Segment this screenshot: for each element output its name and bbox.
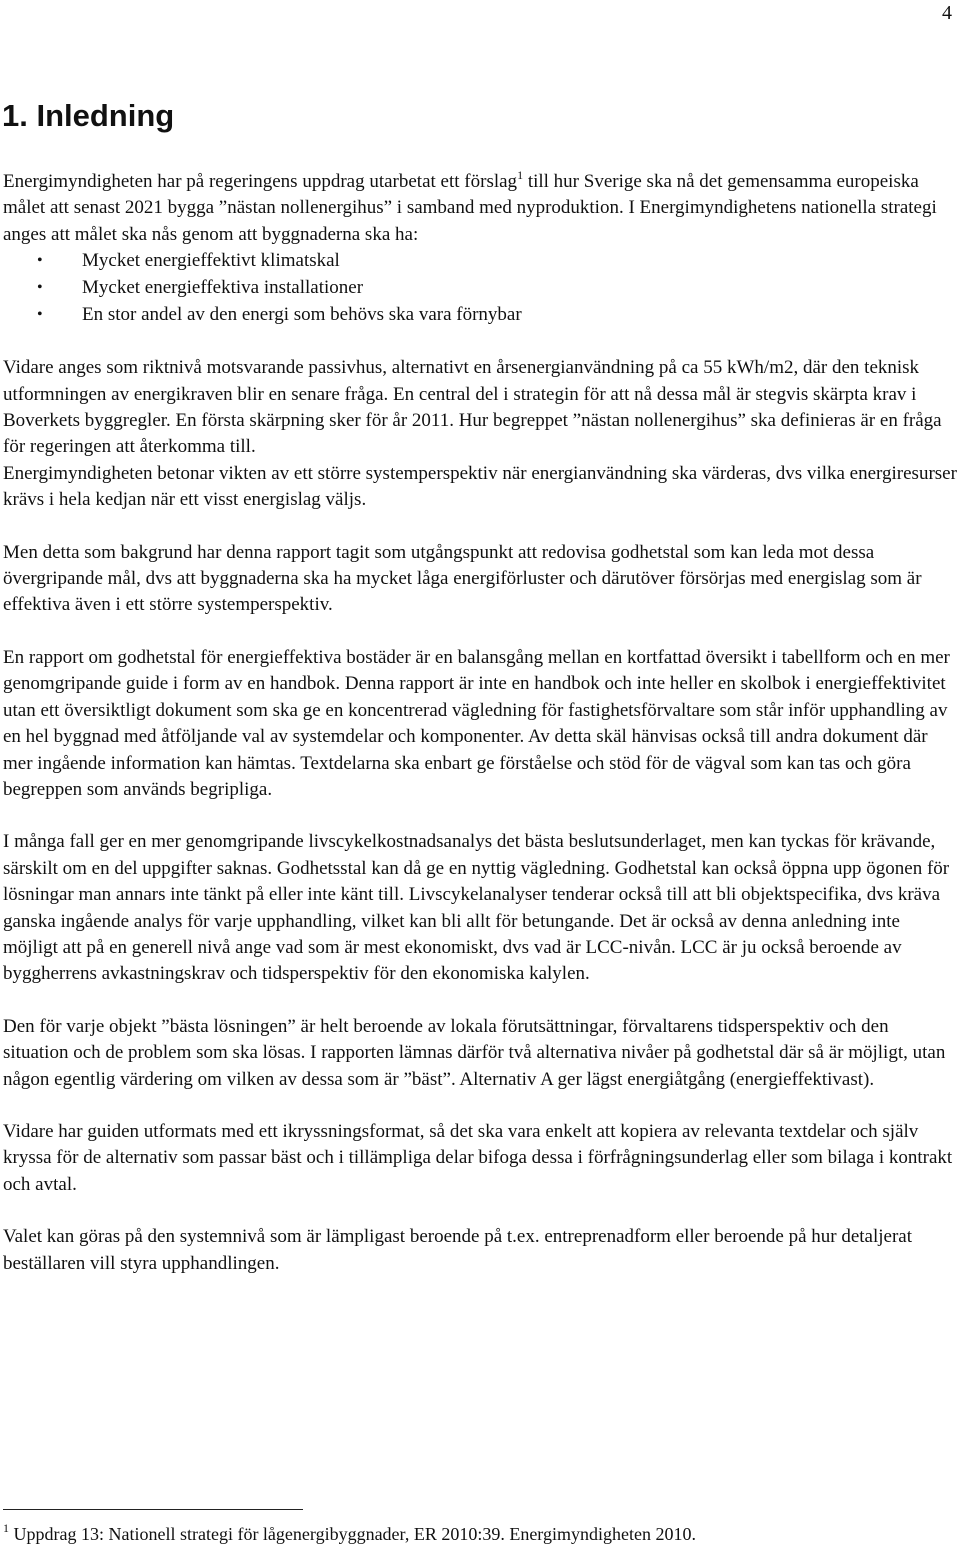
list-item-text: Mycket energieffektiva installationer (82, 277, 364, 299)
footnote-divider (3, 1509, 303, 1510)
paragraph-background: Men detta som bakgrund har denna rapport tagit som utgångspunkt att redovisa godhetstal som kan leda mot dessa övergripande mål, dvs att byggnaderna ska ha mycket låga energiförluster och därutöver försörjas med energislag som är effektiva även i ett större systemperspektiv. (3, 541, 922, 616)
paragraph-lifecycle-analysis: I många fall ger en mer genomgripande livscykelkostnadsanalys det bästa beslutsunderlaget, men kan tyckas för krävande, särskilt om en del uppgifter saknas. Godhetsstal kan då ge en nyttig vägledning. Godhetstal kan också öppna upp ögonen för lösningar man annars inte tänkt på eller inte känt till. Livscykelanalyser tenderar också till att bli objektspecifika, dvs kräva ganska ingående analys för varje upphandling, vilket kan bli allt för betungande. Det är också av denna anledning inte möjligt att på en generell nivå ange vad som är mest ekonomiskt, dvs vad är LCC-nivån. LCC är ju också beroende av byggherrens avkastningskrav och tidsperspektiv för den ekonomiska kalylen. (3, 831, 950, 985)
footnote (3, 1522, 696, 1546)
list-item (3, 302, 957, 329)
section-heading: 1. Inledning (2, 98, 175, 133)
page-number: 4 (942, 2, 952, 24)
document-body (3, 169, 957, 1277)
bullet-icon: • (37, 252, 43, 270)
intro-text-part2: till hur Sverige ska nå det gemensamma europeiska målet att senast 2021 bygga ”nästan nollenergihus” i samband med nyproduktion. I Energimyndighetens nationella strategi anges att målet ska nås genom att byggnaderna ska ha: (3, 171, 937, 245)
paragraph-target-levels: Vidare anges som riktnivå motsvarande passivhus, alternativt en årsenergianvändning på ca 55 kWh/m2, där den teknisk utformningen av energikraven blir en senare fråga. En central del i strategin för att nå dessa mål är stegvis skärpta krav i Boverkets byggregler. En första skärpning sker för år 2011. Hur begreppet ”nästan nollenergihus” ska definieras är en fråga för regeringen att återkomma till. (3, 357, 942, 458)
footnote-text: Uppdrag 13: Nationell strategi för lågenergibyggnader, ER 2010:39. Energimyndigheten 2010. (9, 1524, 696, 1544)
requirements-list (3, 248, 957, 329)
bullet-icon: • (37, 279, 43, 297)
paragraph-checkbox-format: Vidare har guiden utformats med ett ikryssningsformat, så det ska vara enkelt att kopiera av relevanta textdelar och själv kryssa för de alternativ som passar bäst och i tillämpliga delar bifoga dessa i förfrågningsunderlag eller som bilaga i kontrakt och avtal. (3, 1120, 953, 1195)
list-item-text: En stor andel av den energi som behövs ska vara förnybar (82, 304, 522, 326)
paragraph-report-scope: En rapport om godhetstal för energieffektiva bostäder är en balansgång mellan en kortfattad översikt i tabellform och en mer genomgripande guide i form av en handbok. Denna rapport är inte en handbok och inte heller en skolbok i energieffektivitet utan ett översiktligt dokument som ska ge en koncentrerad vägledning för fastighetsförvaltare som står inför upphandling av en hel byggnad med åtföljande val av systemdelar och komponenter. Av detta skäl hänvisas också till andra dokument där mer ingående information kan hämtas. Textdelarna ska enbart ge förståelse och stöd för de vägval som kan tas och göra begreppen som används begripliga. (3, 646, 950, 800)
intro-text-part1: Energimyndigheten har på regeringens uppdrag utarbetat ett förslag (3, 171, 518, 192)
footnote-marker: 1 (3, 1521, 9, 1535)
list-item-text: Mycket energieffektivt klimatskal (82, 250, 340, 272)
intro-paragraph (3, 169, 957, 248)
paragraph-best-solution: Den för varje objekt ”bästa lösningen” är helt beroende av lokala förutsättningar, förvaltarens tidsperspektiv och den situation och de problem som ska lösas. I rapporten lämnas därför två alternativa nivåer på godhetstal där så är möjligt, utan någon egentlig värdering om vilken av dessa som är ”bäst”. Alternativ A ger lägst energiåtgång (energieffektivast). (3, 1015, 946, 1090)
list-item (3, 275, 957, 302)
footnote-reference[interactable]: 1 (517, 168, 524, 182)
paragraph-system-perspective: Energimyndigheten betonar vikten av ett större systemperspektiv när energianvändning ska värderas, dvs vilka energiresurser krävs i hela kedjan när ett visst energislag väljs. (3, 462, 957, 511)
paragraph-system-level: Valet kan göras på den systemnivå som är lämpligast beroende på t.ex. entreprenadform eller beroende på hur detaljerat beställaren vill styra upphandlingen. (3, 1226, 913, 1274)
bullet-icon: • (37, 306, 43, 324)
list-item (3, 248, 957, 275)
